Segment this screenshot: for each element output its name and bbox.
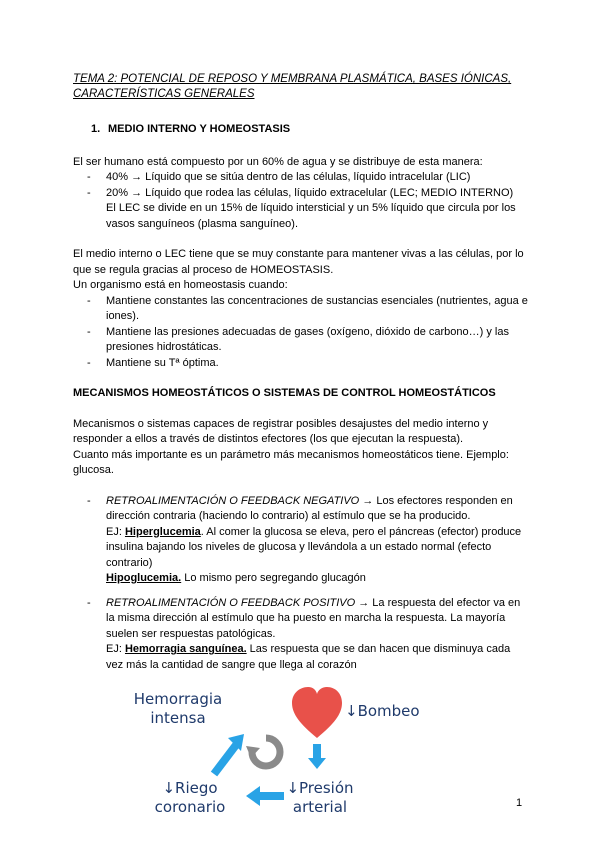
positive-feedback-diagram xyxy=(120,676,420,826)
title-line-1: TEMA 2: POTENCIAL DE REPOSO Y MEMBRANA PLASMÁTICA, BASES IÓNICAS, xyxy=(73,73,512,85)
section-2-heading: MECANISMOS HOMEOSTÁTICOS O SISTEMAS DE CONTROL HOMEOSTÁTICOS xyxy=(73,387,496,399)
document-title xyxy=(73,72,528,102)
section-1-title: MEDIO INTERNO Y HOMEOSTASIS xyxy=(108,123,291,135)
mechanisms-paragraph: Mecanismos o sistemas capaces de registrar posibles desajustes del medio interno y responder a ellos a través de distintos efectores (los que ejecutan la respuesta). xyxy=(73,417,489,445)
label-bombeo: ↓Bombeo xyxy=(345,702,420,720)
list-item: - 40% → Líquido que se sitúa dentro de las células, líquido intracelular (LIC) xyxy=(73,170,528,186)
hipoglucemia-text: Lo mismo pero segregando glucagón xyxy=(181,572,366,584)
hiperglucemia-text: . Al comer la glucosa se eleva, pero el páncreas (efector) produce insulina bajando los niveles de glucosa y llevándola a un estado normal (efecto contrario) xyxy=(106,525,522,569)
list-item xyxy=(73,596,528,674)
feedback-positive-text: → La respuesta del efector va en la misma dirección al estímulo que ha puesto en marcha la respuesta. La mayoría suelen ser respuestas patológicas. xyxy=(106,596,521,640)
feedback-positive-definition xyxy=(106,596,528,643)
feedback-negative-example-2 xyxy=(106,571,528,587)
example-prefix: EJ: xyxy=(106,525,122,538)
feedback-negative-label: RETROALIMENTACIÓN O FEEDBACK NEGATIVO xyxy=(106,494,360,507)
feedback-negative-block xyxy=(73,494,528,587)
label-hemorragia-1: Hemorragia xyxy=(133,690,223,708)
water-distribution-list xyxy=(73,170,528,232)
document-page xyxy=(73,72,528,673)
homeostasis-list xyxy=(73,294,528,372)
section-1-number: 1. xyxy=(91,123,101,135)
arrow-down-icon xyxy=(308,744,326,769)
list-item xyxy=(73,186,528,233)
section-1-heading xyxy=(91,122,528,138)
intro-paragraph: El ser humano está compuesto por un 60% de agua y se distribuye de esta manera: xyxy=(73,155,483,168)
list-item xyxy=(73,494,528,587)
label-riego-1: ↓Riego xyxy=(162,779,218,797)
feedback-negative-text: → Los efectores responden en dirección contraria (haciendo lo contrario) al estímulo que se ha producido. xyxy=(106,494,513,522)
feedback-negative-example xyxy=(106,525,528,572)
medio-interno-paragraph: El medio interno o LEC tiene que se muy constante para mantener vivas a las células, por lo que se regula gracias al proceso de HOMEOSTASIS. xyxy=(73,248,524,276)
hemorragia-term: Hemorragia sanguínea. xyxy=(124,643,247,655)
feedback-positive-example xyxy=(106,642,528,673)
label-presion-1: ↓Presión xyxy=(286,779,354,797)
arrow-up-right-icon xyxy=(214,734,244,774)
example-prefix: EJ: xyxy=(106,643,122,655)
list-item-text: - 20% → Líquido que rodea las células, líquido extracelular (LEC; MEDIO INTERNO) xyxy=(106,186,514,199)
arrow-left-icon xyxy=(246,786,284,806)
homeostasis-lead: Un organismo está en homeostasis cuando: xyxy=(73,279,288,291)
label-hemorragia-2: intensa xyxy=(150,709,206,727)
lec-note: El LEC se divide en un 15% de líquido intersticial y un 5% líquido que circula por los vasos sanguíneos (plasma sanguíneo). xyxy=(106,202,516,230)
hiperglucemia-term: Hiperglucemia xyxy=(124,525,201,538)
diagram-svg xyxy=(120,676,420,826)
title-line-2: CARACTERÍSTICAS GENERALES xyxy=(73,88,255,100)
list-item: - Mantiene constantes las concentraciones de sustancias esenciales (nutrientes, agua e iones). xyxy=(73,294,528,325)
feedback-negative-definition xyxy=(106,494,528,525)
hipoglucemia-term: Hipoglucemia. xyxy=(106,572,182,584)
list-item: - Mantiene las presiones adecuadas de gases (oxígeno, dióxido de carbono…) y las presiones hidrostáticas. xyxy=(73,325,528,356)
feedback-positive-label: RETROALIMENTACIÓN O FEEDBACK POSITIVO xyxy=(106,596,356,609)
cycle-icon xyxy=(246,738,280,766)
page-number: 1 xyxy=(516,797,523,809)
heart-icon xyxy=(292,687,342,738)
mechanisms-example-paragraph: Cuanto más importante es un parámetro más mecanismos homeostáticos tiene. Ejemplo: glucosa. xyxy=(73,448,509,476)
label-riego-2: coronario xyxy=(154,798,226,816)
list-item: - Mantiene su Tª óptima. xyxy=(73,356,528,372)
hemorragia-text: Las respuesta que se dan hacen que disminuya cada vez más la cantidad de sangre que llega al corazón xyxy=(106,643,511,671)
feedback-positive-block xyxy=(73,596,528,674)
label-presion-2: arterial xyxy=(292,798,348,816)
